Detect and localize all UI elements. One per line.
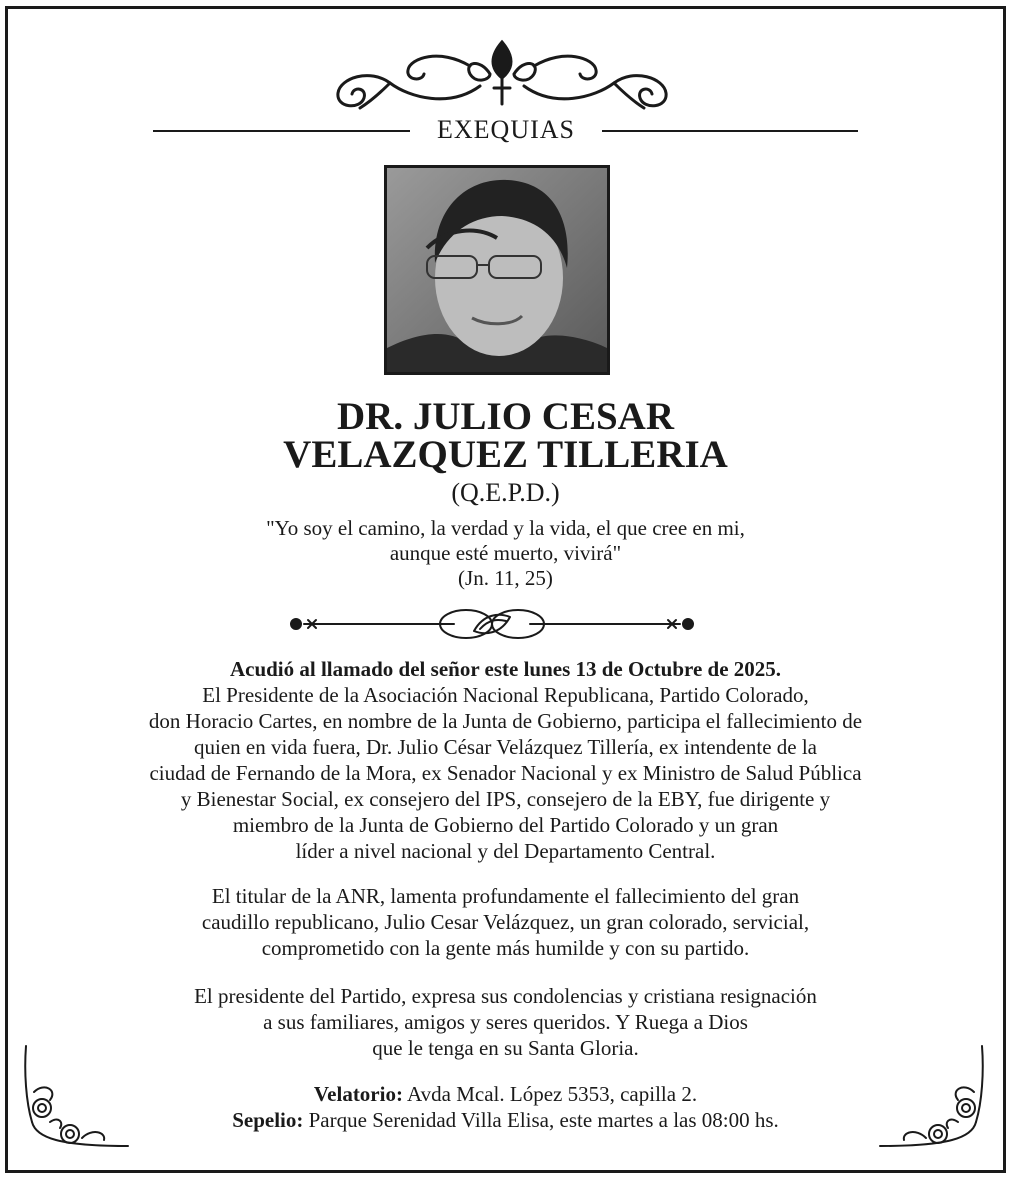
wake-info bbox=[40, 1081, 971, 1107]
condolence-paragraph bbox=[40, 883, 971, 961]
paragraph1-line: y Bienestar Social, ex consejero del IPS, consejero de la EBY, fue dirigente y bbox=[180, 787, 831, 811]
portrait-photo bbox=[384, 165, 610, 375]
paragraph1-line: quien en vida fuera, Dr. Julio César Velázquez Tillería, ex intendente de la bbox=[193, 735, 817, 759]
deceased-name-line2: VELAZQUEZ TILLERIA bbox=[283, 433, 728, 476]
portrait-image bbox=[387, 168, 607, 372]
paragraph2-line: caudillo republicano, Julio Cesar Velázquez, un gran colorado, servicial, bbox=[201, 910, 810, 934]
heading-rule-left bbox=[153, 130, 410, 132]
burial-label: Sepelio: bbox=[232, 1108, 304, 1132]
paragraph3-line: El presidente del Partido, expresa sus condolencias y cristiana resignación bbox=[194, 984, 817, 1008]
resignation-paragraph bbox=[40, 983, 971, 1061]
qepd-label: (Q.E.P.D.) bbox=[451, 478, 560, 507]
corner-flourish-icon bbox=[20, 1042, 130, 1152]
corner-flourish-icon bbox=[878, 1042, 988, 1152]
paragraph2-line: El titular de la ANR, lamenta profundamente el fallecimiento del gran bbox=[211, 884, 800, 908]
page-heading: EXEQUIAS bbox=[437, 115, 575, 144]
heading-rule-right bbox=[602, 130, 858, 132]
announcement-headline: Acudió al llamado del señor este lunes 13 de Octubre de 2025. bbox=[229, 657, 782, 681]
paragraph1-line: El Presidente de la Asociación Nacional Republicana, Partido Colorado, bbox=[202, 683, 809, 707]
paragraph3-line: que le tenga en su Santa Gloria. bbox=[372, 1036, 639, 1060]
wake-value: Avda Mcal. López 5353, capilla 2. bbox=[402, 1082, 698, 1106]
verse-citation: (Jn. 11, 25) bbox=[458, 566, 553, 590]
announcement-block bbox=[40, 656, 971, 864]
scroll-divider-icon bbox=[284, 605, 700, 643]
burial-info bbox=[40, 1107, 971, 1133]
paragraph1-line: miembro de la Junta de Gobierno del Partido Colorado y un gran bbox=[232, 813, 779, 837]
burial-value: Parque Serenidad Villa Elisa, este martes a las 08:00 hs. bbox=[303, 1108, 779, 1132]
services-block bbox=[40, 1081, 971, 1133]
paragraph1-line: líder a nivel nacional y del Departamento Central. bbox=[295, 839, 716, 863]
paragraph3-line: a sus familiares, amigos y seres queridos. Y Ruega a Dios bbox=[263, 1010, 748, 1034]
paragraph2-line: comprometido con la gente más humilde y con su partido. bbox=[261, 936, 750, 960]
wake-label: Velatorio: bbox=[313, 1082, 403, 1106]
verse-line2: aunque esté muerto, vivirá" bbox=[389, 541, 622, 565]
verse-line1: "Yo soy el camino, la verdad y la vida, el que cree en mi, bbox=[266, 516, 745, 540]
fleur-de-lis-scroll-ornament-icon bbox=[330, 38, 675, 113]
deceased-name-line1: DR. JULIO CESAR bbox=[337, 395, 674, 438]
paragraph1-line: ciudad de Fernando de la Mora, ex Senador Nacional y ex Ministro de Salud Pública bbox=[149, 761, 862, 785]
paragraph1-line: don Horacio Cartes, en nombre de la Junta de Gobierno, participa el fallecimiento de bbox=[148, 709, 863, 733]
